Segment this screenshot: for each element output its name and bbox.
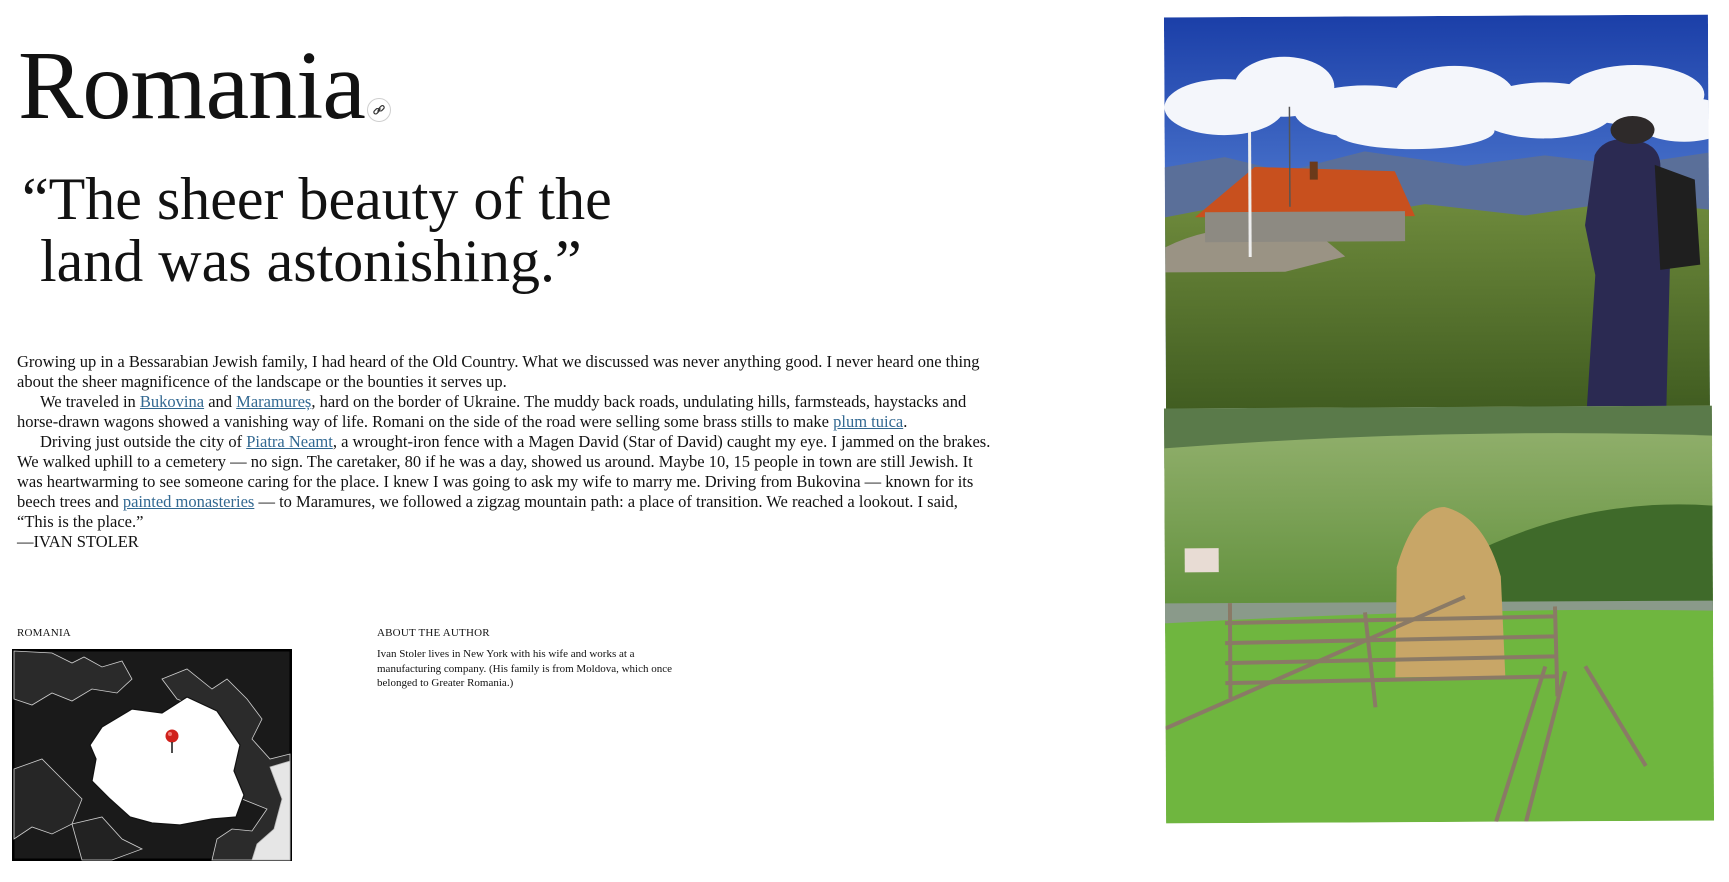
story-paragraph-3 bbox=[17, 432, 997, 532]
story-text: , a wrought-iron fence with a Magen David (Star of David) caught my eye. I jammed on the brakes. We walked uphill to a cemetery — no sign. The caretaker, 80 if he was a day, showed us around. Maybe 10, 15 people in town are still Jewish. It was heartwarming to see someone caring for the place. I knew I was going to ask my wife to marry me. Driving from Bukovina — known for its beech trees and bbox=[17, 432, 991, 511]
author-signature: —IVAN STOLER bbox=[17, 532, 139, 551]
story-text: — to Maramures, we followed a zigzag mountain path: a place of transition. We reached a lookout. I said, “This is the place.” bbox=[17, 492, 958, 531]
story-text: Driving just outside the city of bbox=[40, 432, 247, 451]
page-title-text: Romania bbox=[18, 32, 365, 140]
story-text: and bbox=[204, 392, 237, 411]
link-bukovina[interactable]: Bukovina bbox=[139, 392, 205, 411]
haystack-photo bbox=[1164, 406, 1714, 824]
link-icon[interactable] bbox=[367, 98, 391, 122]
about-author bbox=[377, 627, 687, 691]
mountain-hut-photo bbox=[1164, 15, 1710, 423]
romania-map bbox=[12, 649, 292, 861]
page-title bbox=[18, 30, 391, 142]
map-label: ROMANIA bbox=[17, 627, 71, 639]
story-body bbox=[17, 352, 997, 552]
link-piatra-neamt[interactable]: Piatra Neamt bbox=[246, 432, 333, 451]
link-maramures[interactable]: Maramureș bbox=[236, 392, 312, 411]
story-paragraph-1: Growing up in a Bessarabian Jewish family, I had heard of the Old Country. What we discussed was never anything good. I never heard one thing about the sheer magnificence of the landscape or the bounties it serves up. bbox=[17, 352, 980, 391]
about-author-heading: ABOUT THE AUTHOR bbox=[377, 627, 490, 639]
about-author-text: Ivan Stoler lives in New York with his wife and works at a manufacturing company. (His family is from Moldova, which once belonged to Greater Romania.) bbox=[377, 648, 672, 689]
story-text: . bbox=[903, 412, 908, 431]
pull-quote: “The sheer beauty of the land was astonishing.” bbox=[22, 166, 612, 294]
link-painted-monasteries[interactable]: painted monasteries bbox=[122, 492, 255, 511]
story-paragraph-2 bbox=[17, 392, 997, 432]
link-plum-tuica[interactable]: plum tuica bbox=[833, 412, 904, 431]
story-text: , hard on the border of Ukraine. The muddy back roads, undulating hills, farmsteads, haystacks and horse-drawn wagons showed a vanishing way of life. Romani on the side of the road were selling some brass stills to make bbox=[17, 392, 967, 431]
story-text: We traveled in bbox=[40, 392, 140, 411]
map-pin-icon bbox=[166, 730, 179, 743]
